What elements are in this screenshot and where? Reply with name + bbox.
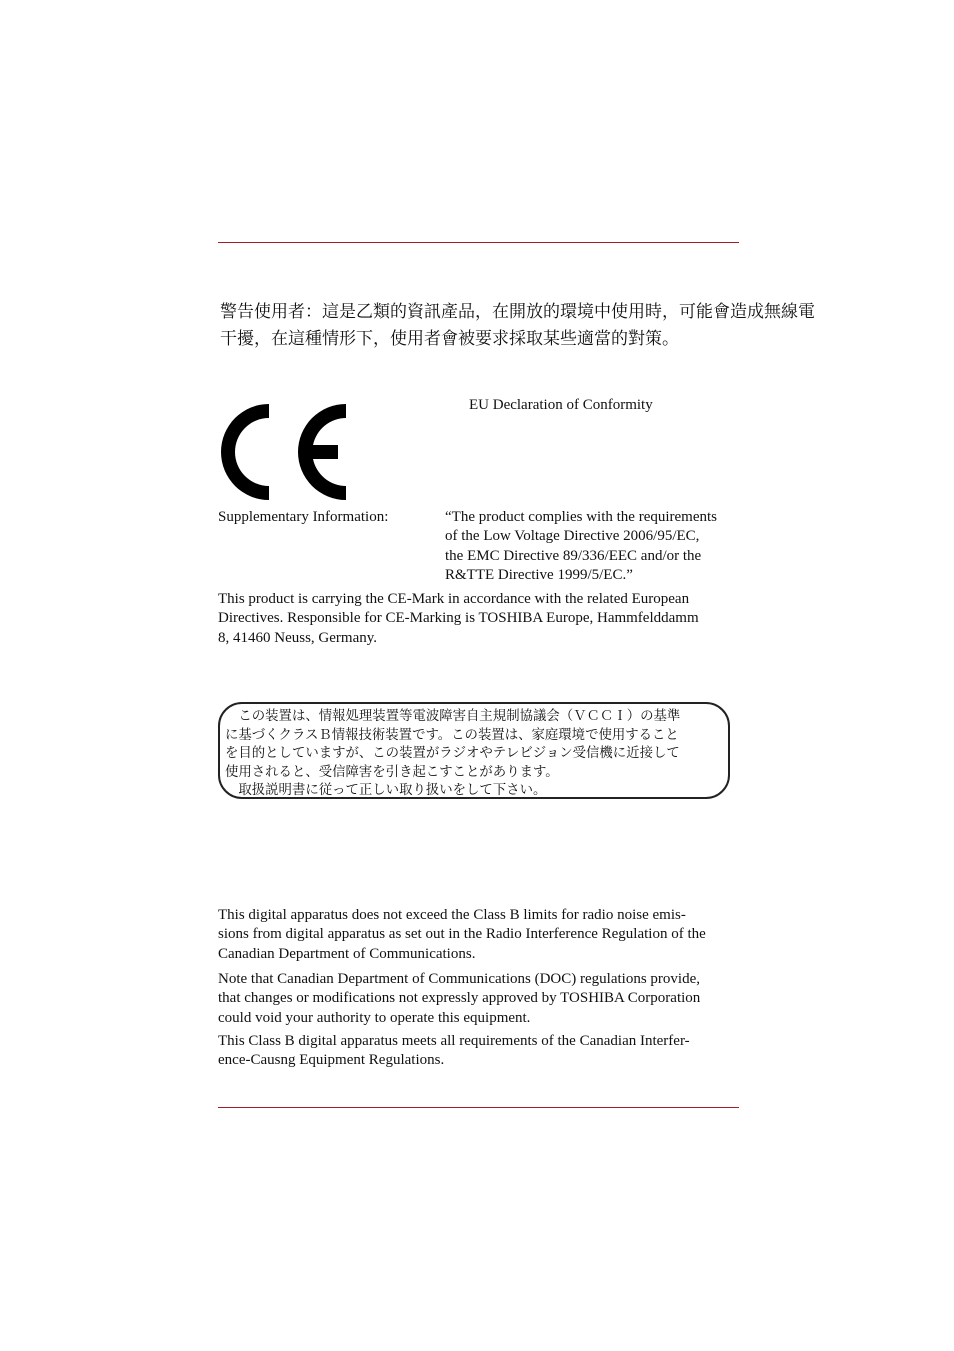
taiwan-bsmi-warning [220,299,815,353]
canada-ices-paragraph [218,1032,738,1071]
paragraph-line: This product is carrying the CE-Mark in accordance with the related European [218,591,690,607]
vcci-line: 取扱説明書に従って正しい取り扱いをして下さい。 [225,783,547,799]
supplementary-line: the EMC Directive 89/336/EEC and/or the [445,547,702,564]
ce-mark-paragraph [218,590,738,648]
vcci-line: 使用されると、受信障害を引き起こすことがあります。 [225,764,559,780]
eu-declaration-title: EU Declaration of Conformity [469,397,653,413]
bottom-divider [218,1107,739,1108]
warning-line: 警告使用者：這是乙類的資訊產品，在開放的環境中使用時，可能會造成無線電 [220,302,815,322]
warning-line: 干擾，在這種情形下，使用者會被要求採取某些適當的對策。 [220,329,679,349]
ce-mark-icon [216,403,348,501]
paragraph-line: Note that Canadian Department of Communications (DOC) regulations provide, [218,971,700,987]
paragraph-line: This Class B digital apparatus meets all requirements of the Canadian Interfer- [218,1033,690,1049]
supplementary-line: “The product complies with the requirements [445,509,717,525]
canada-doc-paragraph [218,970,738,1028]
supplementary-line: of the Low Voltage Directive 2006/95/EC, [445,528,700,545]
paragraph-line: This digital apparatus does not exceed the Class B limits for radio noise emis- [218,907,686,923]
vcci-line: を目的としていますが、この装置がラジオやテレビジョン受信機に近接して [225,746,680,762]
vcci-line: に基づくクラスＢ情報技術装置です。この装置は、家庭環境で使用すること [225,727,679,743]
supplementary-label: Supplementary Information: [218,509,389,525]
paragraph-line: could void your authority to operate this equipment. [218,1009,531,1026]
paragraph-line: Directives. Responsible for CE-Marking is TOSHIBA Europe, Hammfelddamm [218,610,699,627]
canada-class-b-paragraph [218,906,738,964]
paragraph-line: ence-Causng Equipment Regulations. [218,1052,445,1069]
vcci-notice-text [225,708,735,801]
paragraph-line: that changes or modifications not expressly approved by TOSHIBA Corporation [218,990,701,1007]
supplementary-line: R&TTE Directive 1999/5/EC.” [445,566,633,583]
paragraph-line: 8, 41460 Neuss, Germany. [218,629,378,646]
supplementary-text [445,508,745,585]
vcci-line: この装置は、情報処理装置等電波障害自主規制協議会（ＶＣＣＩ）の基準 [225,709,681,724]
paragraph-line: Canadian Department of Communications. [218,945,476,962]
top-divider [218,242,739,243]
paragraph-line: sions from digital apparatus as set out in the Radio Interference Regulation of the [218,926,706,943]
